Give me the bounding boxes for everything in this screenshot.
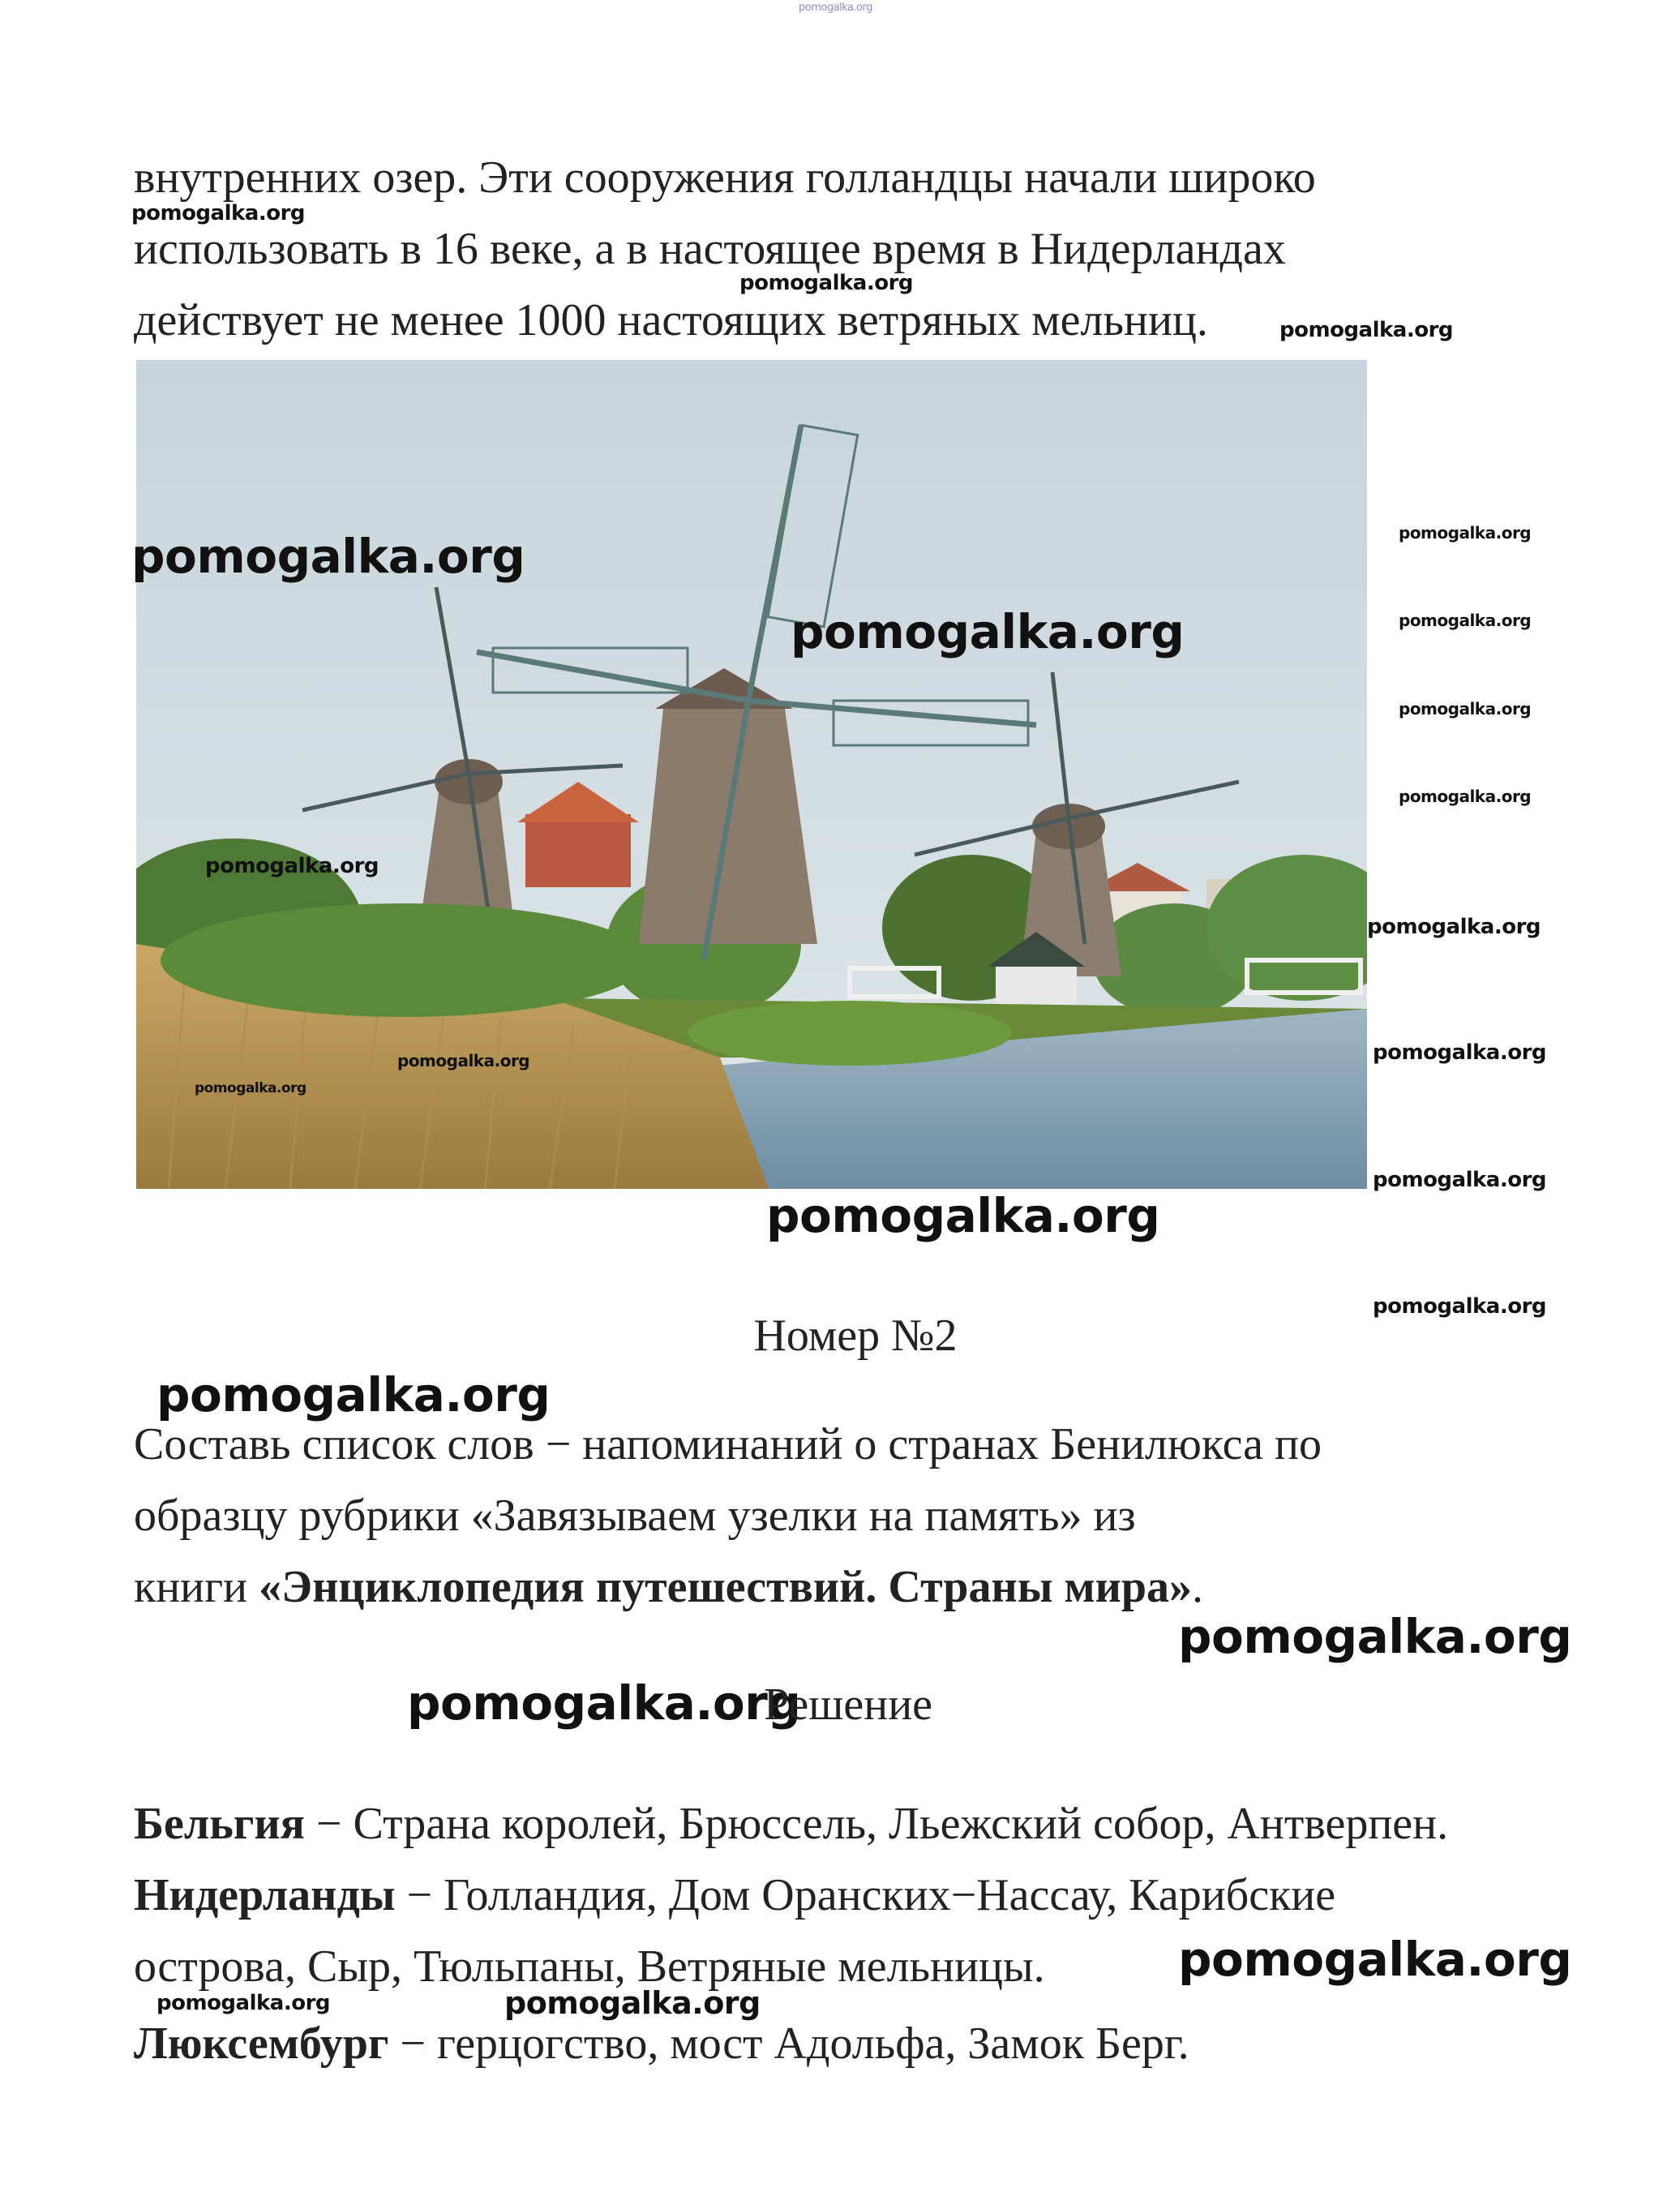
paragraph-line-1: внутренних озер. Эти сооружения голландцы начали широко bbox=[134, 152, 1316, 203]
solution-netherlands-cont bbox=[134, 1931, 1045, 2002]
watermark[interactable]: pomogalka.org bbox=[195, 1080, 306, 1096]
watermark-top[interactable]: pomogalka.org bbox=[799, 2, 872, 14]
country-name: Бельгия bbox=[134, 1799, 305, 1849]
watermark[interactable]: pomogalka.org bbox=[1367, 915, 1541, 939]
watermark[interactable]: pomogalka.org bbox=[791, 604, 1185, 659]
country-name: Люксембург bbox=[134, 2018, 389, 2069]
watermark[interactable]: pomogalka.org bbox=[1399, 611, 1532, 630]
watermark[interactable]: pomogalka.org bbox=[1178, 1932, 1572, 1987]
book-title: «Энциклопедия путешествий. Страны мира» bbox=[259, 1562, 1192, 1612]
solution-belgium bbox=[134, 1788, 1448, 1860]
watermark[interactable]: pomogalka.org bbox=[1399, 699, 1532, 719]
watermark[interactable]: pomogalka.org bbox=[407, 1675, 801, 1731]
country-text: острова, Сыр, Тюльпаны, Ветряные мельницы. bbox=[134, 1941, 1045, 1992]
watermark[interactable]: pomogalka.org bbox=[739, 271, 914, 295]
watermark[interactable]: pomogalka.org bbox=[1373, 1168, 1547, 1192]
windmills-photo bbox=[136, 360, 1367, 1189]
paragraph-line-2: использовать в 16 веке, а в настоящее время в Нидерландах bbox=[134, 224, 1286, 274]
task-heading: Номер №2 bbox=[753, 1311, 958, 1361]
country-name: Нидерланды bbox=[134, 1870, 396, 1920]
book-prefix: книги bbox=[134, 1562, 259, 1612]
country-text: − герцогство, мост Адольфа, Замок Берг. bbox=[388, 2018, 1189, 2069]
watermark[interactable]: pomogalka.org bbox=[131, 529, 525, 584]
watermark[interactable]: pomogalka.org bbox=[766, 1188, 1160, 1243]
country-text: − Страна королей, Брюссель, Льежский собор, Антверпен. bbox=[304, 1799, 1449, 1849]
watermark[interactable]: pomogalka.org bbox=[1178, 1609, 1572, 1664]
country-text: − Голландия, Дом Оранских−Нассау, Карибские bbox=[395, 1870, 1336, 1920]
watermark[interactable]: pomogalka.org bbox=[1399, 787, 1532, 806]
solution-luxembourg bbox=[134, 2008, 1189, 2079]
task-line-2: образцу рубрики «Завязываем узелки на память» из bbox=[134, 1491, 1136, 1541]
watermark[interactable]: pomogalka.org bbox=[131, 201, 306, 225]
task-line-3 bbox=[134, 1551, 1203, 1623]
watermark[interactable]: pomogalka.org bbox=[156, 1991, 331, 2015]
watermark[interactable]: pomogalka.org bbox=[1373, 1294, 1547, 1319]
task-line-1: Составь список слов − напоминаний о странах Бенилюкса по bbox=[134, 1419, 1322, 1469]
book-suffix: . bbox=[1192, 1562, 1203, 1612]
watermark[interactable]: pomogalka.org bbox=[504, 1985, 761, 2021]
paragraph-line-3: действует не менее 1000 настоящих ветряных мельниц. bbox=[134, 295, 1208, 345]
watermark[interactable]: pomogalka.org bbox=[205, 854, 379, 878]
watermark[interactable]: pomogalka.org bbox=[1373, 1040, 1547, 1065]
watermark[interactable]: pomogalka.org bbox=[1399, 523, 1532, 543]
solution-label: Решение bbox=[764, 1679, 933, 1730]
watermark[interactable]: pomogalka.org bbox=[156, 1367, 551, 1422]
watermark[interactable]: pomogalka.org bbox=[397, 1051, 530, 1070]
solution-netherlands bbox=[134, 1860, 1335, 1931]
watermark[interactable]: pomogalka.org bbox=[1279, 318, 1454, 342]
